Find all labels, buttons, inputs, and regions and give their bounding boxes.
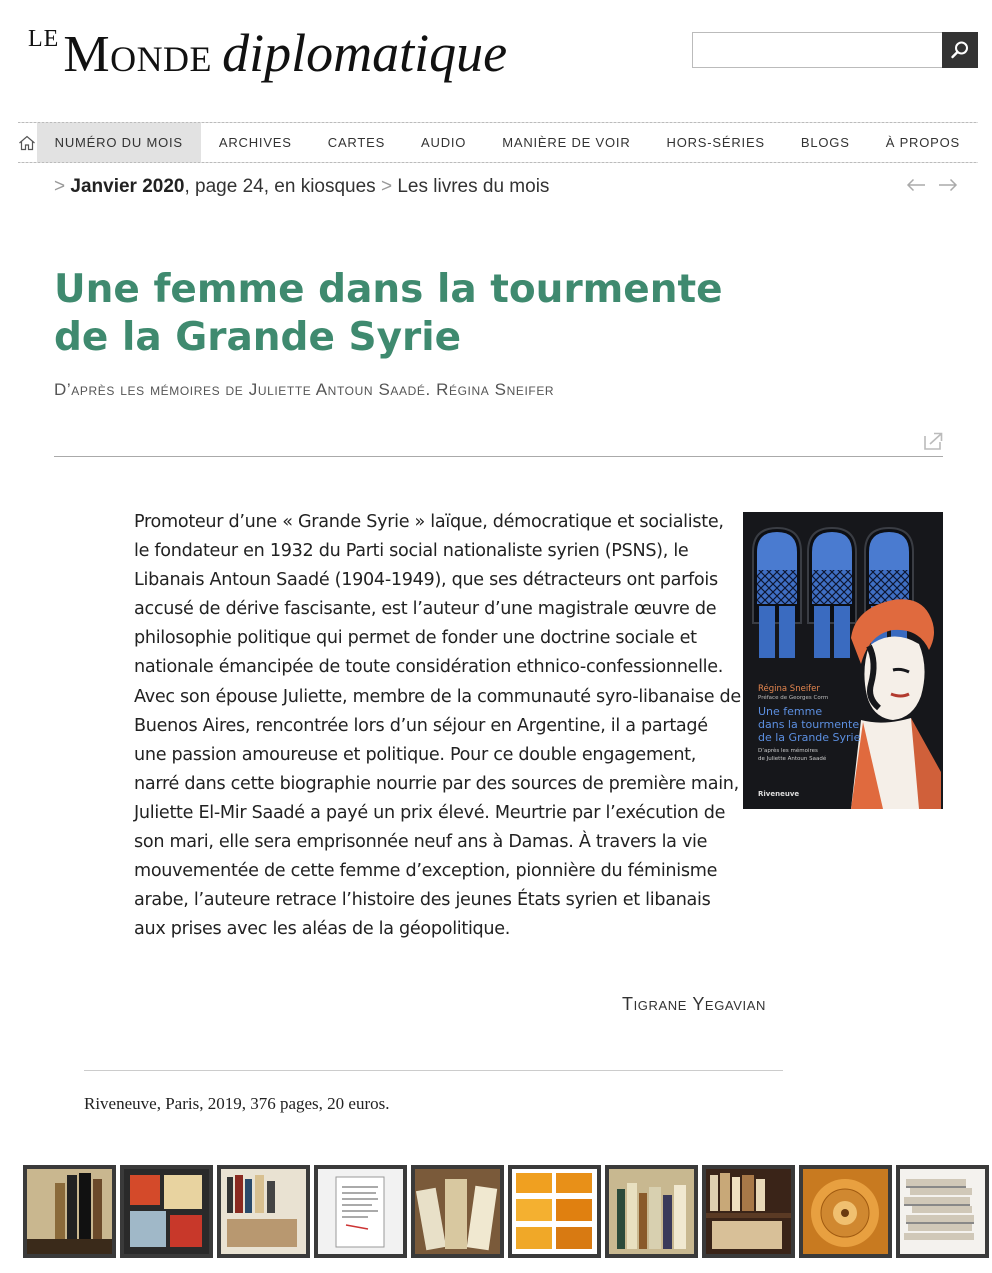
cover-sub-line1: D’après les mémoires xyxy=(758,748,818,754)
cover-author: Régina Sneifer xyxy=(758,684,820,694)
site-logo[interactable] xyxy=(28,22,507,84)
nav-home[interactable] xyxy=(18,123,37,162)
cover-sub-line2: de Juliette Antoun Saadé xyxy=(758,756,827,762)
arrow-right-icon[interactable] xyxy=(938,178,958,192)
thumbnail-books-7[interactable] xyxy=(702,1165,795,1258)
external-link-icon[interactable] xyxy=(922,431,944,451)
nav-audio[interactable]: AUDIO xyxy=(421,135,467,150)
cover-title-line1: Une femme xyxy=(758,705,823,718)
article-pager xyxy=(906,178,958,192)
breadcrumb-separator: > xyxy=(380,176,393,197)
title-divider xyxy=(54,456,943,457)
nav-numero-du-mois[interactable]: NUMÉRO DU MOIS xyxy=(37,123,201,162)
nav-hors-series[interactable]: HORS-SÉRIES xyxy=(666,135,765,150)
thumbnail-books-2[interactable] xyxy=(120,1165,213,1258)
cover-publisher: Riveneuve xyxy=(758,790,800,798)
arrow-left-icon[interactable] xyxy=(906,178,926,192)
cover-preface: Préface de Georges Corm xyxy=(758,695,829,701)
main-nav xyxy=(18,122,978,163)
search-icon xyxy=(950,40,970,60)
thumbnail-cd[interactable] xyxy=(799,1165,892,1258)
home-icon xyxy=(18,135,36,151)
breadcrumb-separator: > xyxy=(54,176,66,197)
thumbnail-books-3[interactable] xyxy=(217,1165,310,1258)
biblio-divider xyxy=(84,1070,783,1071)
article-body: Promoteur d’une « Grande Syrie » laïque, démocratique et socialiste, le fondateur en 1932 du Parti social nationaliste syrien (PSNS), le Libanais Antoun Saadé (1904-1949), que ses détracteurs ont parfois accusé de dérive fascisante, est l’auteur d’une magistrale œuvre de philosophie politique qui permet de fonder une doctrine sociale et nationale émancipée de toute considération ethnico-confessionnelle. Avec son épouse Juliette, membre de la communauté syro-libanaise de Buenos Aires, rencontrée lors d’un séjour en Argentine, il a partagé une passion amoureuse et politique. Pour ce double engagement, narré dans cette biographie nourrie par des sources de première main, Juliette El-Mir Saadé a payé un prix élevé. Meurtrie par l’exécution de son mari, elle sera emprisonnée neuf ans à Damas. À travers la vie mouvementée de cette femme d’exception, pionnière du féminisme arabe, l’auteure retrace l’histoire des jeunes États syrien et libanais aux prises avec les aléas de la géopolitique. xyxy=(134,512,741,940)
search-bar xyxy=(692,32,978,68)
cover-artwork xyxy=(743,512,943,809)
nav-maniere-de-voir[interactable]: MANIÈRE DE VOIR xyxy=(502,135,631,150)
article-subtitle: D’après les mémoires de Juliette Antoun Saadé. Régina Sneifer xyxy=(54,380,555,399)
logo-monde: Monde xyxy=(63,26,213,83)
thumbnail-books-8[interactable] xyxy=(896,1165,989,1258)
search-button[interactable] xyxy=(942,32,978,68)
breadcrumb-issue-link[interactable]: Janvier 2020 xyxy=(70,176,185,197)
search-input[interactable] xyxy=(692,32,942,68)
logo-diplomatique: diplomatique xyxy=(222,23,508,83)
cover-title-line2: dans la tourmente xyxy=(758,718,860,731)
breadcrumb xyxy=(54,176,549,198)
thumbnail-manuscript[interactable] xyxy=(314,1165,407,1258)
cover-title-line3: de la Grande Syrie xyxy=(758,731,861,744)
nav-cartes[interactable]: CARTES xyxy=(327,135,386,150)
article-title: Une femme dans la tourmente de la Grande Syrie xyxy=(54,267,723,360)
thumbnail-books-6[interactable] xyxy=(605,1165,698,1258)
thumbnail-books-5[interactable] xyxy=(508,1165,601,1258)
book-cover-image xyxy=(743,512,943,809)
nav-blogs[interactable]: BLOGS xyxy=(800,135,850,150)
thumbnail-books-1[interactable] xyxy=(23,1165,116,1258)
breadcrumb-page-info: , page 24, en kiosques xyxy=(184,176,376,197)
thumbnail-books-4[interactable] xyxy=(411,1165,504,1258)
article-author[interactable]: Tigrane Yegavian xyxy=(622,994,766,1014)
nav-a-propos[interactable]: À PROPOS xyxy=(885,135,960,150)
thumbnail-strip xyxy=(23,1165,989,1258)
book-reference: Riveneuve, Paris, 2019, 376 pages, 20 euros. xyxy=(84,1094,390,1113)
logo-le: LE xyxy=(28,26,60,52)
breadcrumb-section-link[interactable]: Les livres du mois xyxy=(397,176,550,197)
nav-archives[interactable]: ARCHIVES xyxy=(218,135,292,150)
